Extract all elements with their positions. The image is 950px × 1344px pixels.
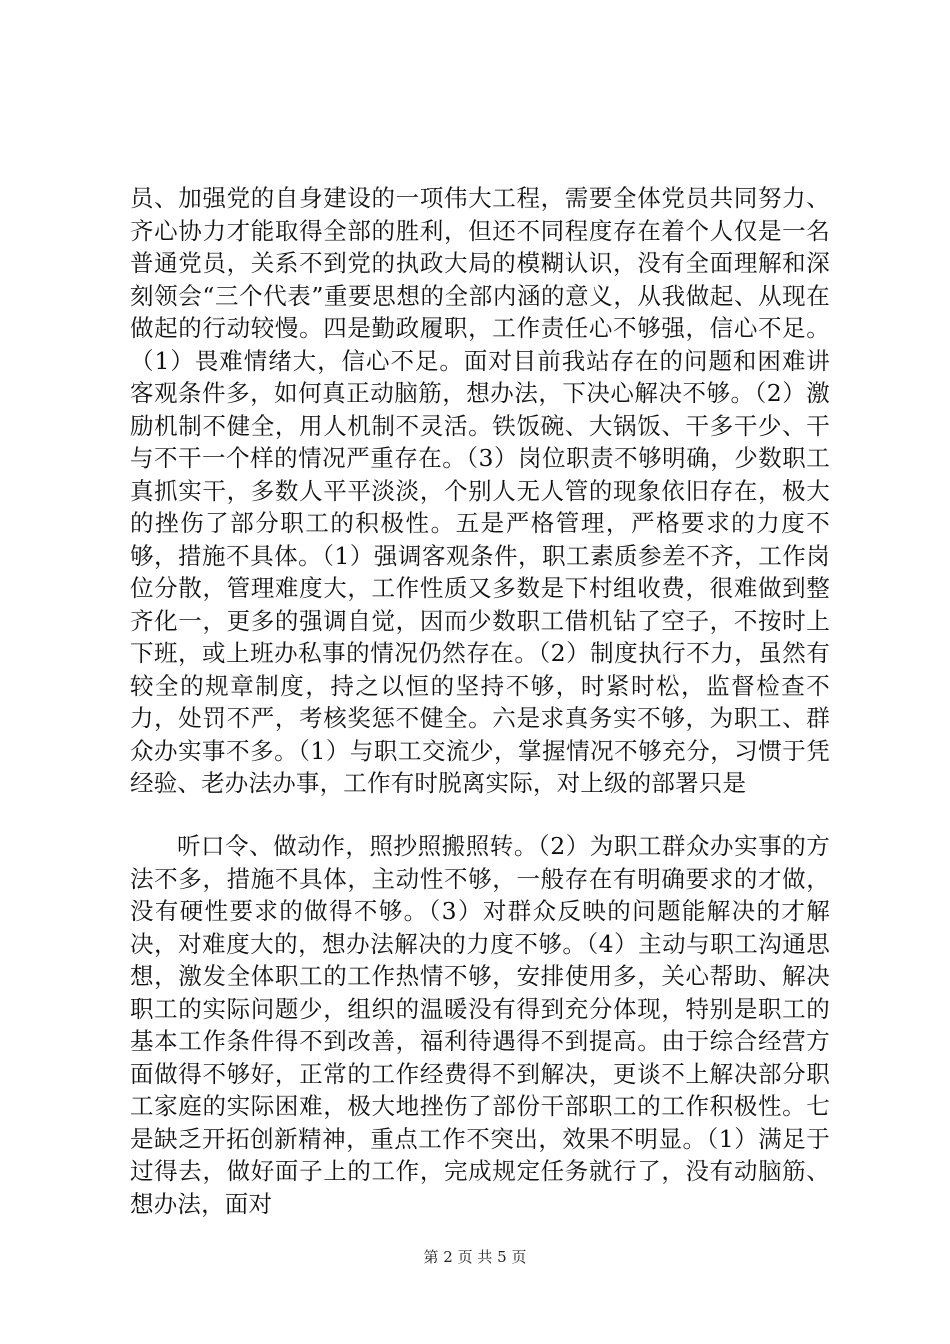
page-footer-indicator: 第 2 页 共 5 页 [423, 1248, 527, 1266]
body-paragraph-2: 听口令、做动作，照抄照搬照转。（2）为职工群众办实事的方法不多，措施不具体，主动性不够，一般存在有明确要求的才做，没有硬性要求的做得不够。（3）对群众反映的问题能解决的才解决，对难度大的，想办法解决的力度不够。（4）主动与职工沟通思想，激发全体职工的工作热情不够，安排使用多，关心帮助、解决职工的实际问题少，组织的温暖没有得到充分体现，特别是职工的基本工作条件得不到改善，福利待遇得不到提高。由于综合经营方面做得不够好，正常的工作经费得不到解决，更谈不上解决部分职工家庭的实际困难，极大地挫伤了部份干部职工的工作积极性。七是缺乏开拓创新精神，重点工作不突出，效果不明显。（1）满足于过得去，做好面子上的工作，完成规定任务就行了，没有动脑筋、想办法，面对 [130, 832, 830, 1218]
body-paragraph-1: 员、加强党的自身建设的一项伟大工程，需要全体党员共同努力、齐心协力才能取得全部的胜利，但还不同程度存在着个人仅是一名普通党员，关系不到党的执政大局的模糊认识，没有全面理解和深刻领会“三个代表”重要思想的全部内涵的意义，从我做起、从现在做起的行动较慢。四是勤政履职，工作责任心不够强，信心不足。（1）畏难情绪大，信心不足。面对目前我站存在的问题和困难讲客观条件多，如何真正动脑筋，想办法，下决心解决不够。（2）激励机制不健全，用人机制不灵活。铁饭碗、大锅饭、干多干少、干与不干一个样的情况严重存在。（3）岗位职责不够明确，少数职工真抓实干，多数人平平淡淡，个别人无人管的现象依旧存在，极大的挫伤了部分职工的积极性。五是严格管理，严格要求的力度不够，措施不具体。（1）强调客观条件，职工素质参差不齐，工作岗位分散，管理难度大，工作性质又多数是下村组收费，很难做到整齐化一，更多的强调自觉，因而少数职工借机钻了空子，不按时上下班，或上班办私事的情况仍然存在。（2）制度执行不力，虽然有较全的规章制度，持之以恒的坚持不够，时紧时松，监督检查不力，处罚不严，考核奖惩不健全。六是求真务实不够，为职工、群众办实事不多。（1）与职工交流少，掌握情况不够充分，习惯于凭经验、老办法办事，工作有时脱离实际，对上级的部署只是 [130, 184, 830, 797]
